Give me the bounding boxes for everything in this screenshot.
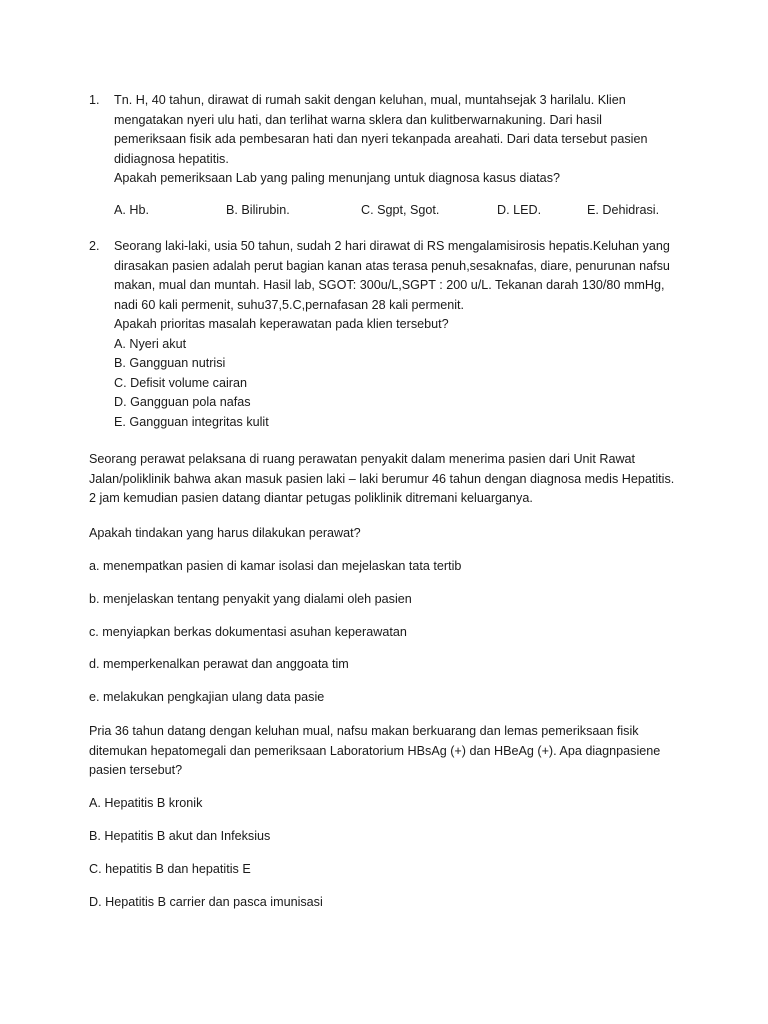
option-c: C. Defisit volume cairan: [114, 375, 247, 390]
question-2: [89, 237, 678, 432]
question-2-stem-line: dirasakan pasien adalah perut bagian kanan atas terasa penuh,sesaknafas, diare, penurunan nafsu: [114, 258, 670, 273]
option-e: E. Gangguan integritas kulit: [114, 414, 269, 429]
question-2-number: 2.: [89, 239, 100, 253]
question-2-stem-line: makan, mual dan muntah. Hasil lab, SGOT: 300u/L,SGPT : 200 u/L. Tekanan darah 130/80 mmHg,: [114, 278, 665, 292]
question-3-prompt: Apakah tindakan yang harus dilakukan perawat?: [89, 526, 361, 540]
option-b: B. Gangguan nutrisi: [114, 356, 226, 370]
question-1-number: 1.: [89, 93, 100, 107]
question-1-stem-line: didiagnosa hepatitis.: [114, 151, 229, 166]
option-d: D. Hepatitis B carrier dan pasca imunisasi: [89, 895, 323, 909]
question-4-stem-line: pasien tersebut?: [89, 763, 183, 777]
option-d: d. memperkenalkan perawat dan anggoata tim: [89, 657, 349, 671]
option-a: A. Hb.: [114, 202, 149, 217]
option-e: E. Dehidrasi.: [587, 202, 660, 217]
question-2-body: [114, 237, 678, 432]
question-1-prompt: Apakah pemeriksaan Lab yang paling menunjang untuk diagnosa kasus diatas?: [114, 171, 560, 185]
question-3-stem-line: 2 jam kemudian pasien datang diantar petugas poliklinik ditremani keluarganya.: [89, 491, 533, 505]
question-1-body: [114, 91, 678, 221]
option-e: e. melakukan pengkajian ulang data pasie: [89, 690, 325, 704]
question-2-stem-line: nadi 60 kali permenit, suhu37,5.C,pernafasan 28 kali permenit.: [114, 297, 465, 312]
question-2-prompt: Apakah prioritas masalah keperawatan pada klien tersebut?: [114, 317, 449, 331]
question-1: [89, 91, 678, 221]
option-d: D. Gangguan pola nafas: [114, 395, 251, 409]
option-b: B. Hepatitis B akut dan Infeksius: [89, 829, 271, 843]
question-1-stem-line: Tn. H, 40 tahun, dirawat di rumah sakit dengan keluhan, mual, muntahsejak 3 harilalu. Klien: [114, 93, 626, 107]
option-a: a. menempatkan pasien di kamar isolasi dan mejelaskan tata tertib: [89, 559, 462, 573]
question-3-stem-line: Jalan/poliklinik bahwa akan masuk pasien laki – laki berumur 46 tahun dengan diagnosa medis Hepatitis.: [89, 471, 675, 486]
option-a: A. Hepatitis B kronik: [89, 796, 203, 810]
question-2-stem-line: Seorang laki-laki, usia 50 tahun, sudah 2 hari dirawat di RS mengalamisirosis hepatis.Keluhan yang: [114, 239, 670, 253]
question-1-options: [114, 201, 678, 221]
option-d: D. LED.: [497, 202, 542, 217]
question-4-stem: [89, 722, 678, 781]
option-c: C. Sgpt, Sgot.: [361, 202, 440, 217]
option-b: b. menjelaskan tentang penyakit yang dialami oleh pasien: [89, 592, 412, 606]
question-1-stem-line: pemeriksaan fisik ada pembesaran hati dan nyeri tekanpada areahati. Dari data tersebut pasien: [114, 132, 648, 146]
option-b: B. Bilirubin.: [226, 202, 290, 217]
question-3-stem-line: Seorang perawat pelaksana di ruang perawatan penyakit dalam menerima pasien dari Unit Rawat: [89, 452, 636, 466]
option-a: A. Nyeri akut: [114, 336, 187, 351]
question-1-stem-line: mengatakan nyeri ulu hati, dan terlihat warna sklera dan kulitberwarnakuning. Dari hasil: [114, 112, 602, 127]
question-3-stem: [89, 450, 678, 509]
question-4-stem-line: Pria 36 tahun datang dengan keluhan mual, nafsu makan berkuarang dan lemas pemeriksaan fisik: [89, 724, 639, 738]
option-c: c. menyiapkan berkas dokumentasi asuhan keperawatan: [89, 625, 407, 639]
option-c: C. hepatitis B dan hepatitis E: [89, 862, 251, 876]
question-4-stem-line: ditemukan hepatomegali dan pemeriksaan Laboratorium HBsAg (+) dan HBeAg (+). Apa diagnpasiene: [89, 743, 661, 758]
